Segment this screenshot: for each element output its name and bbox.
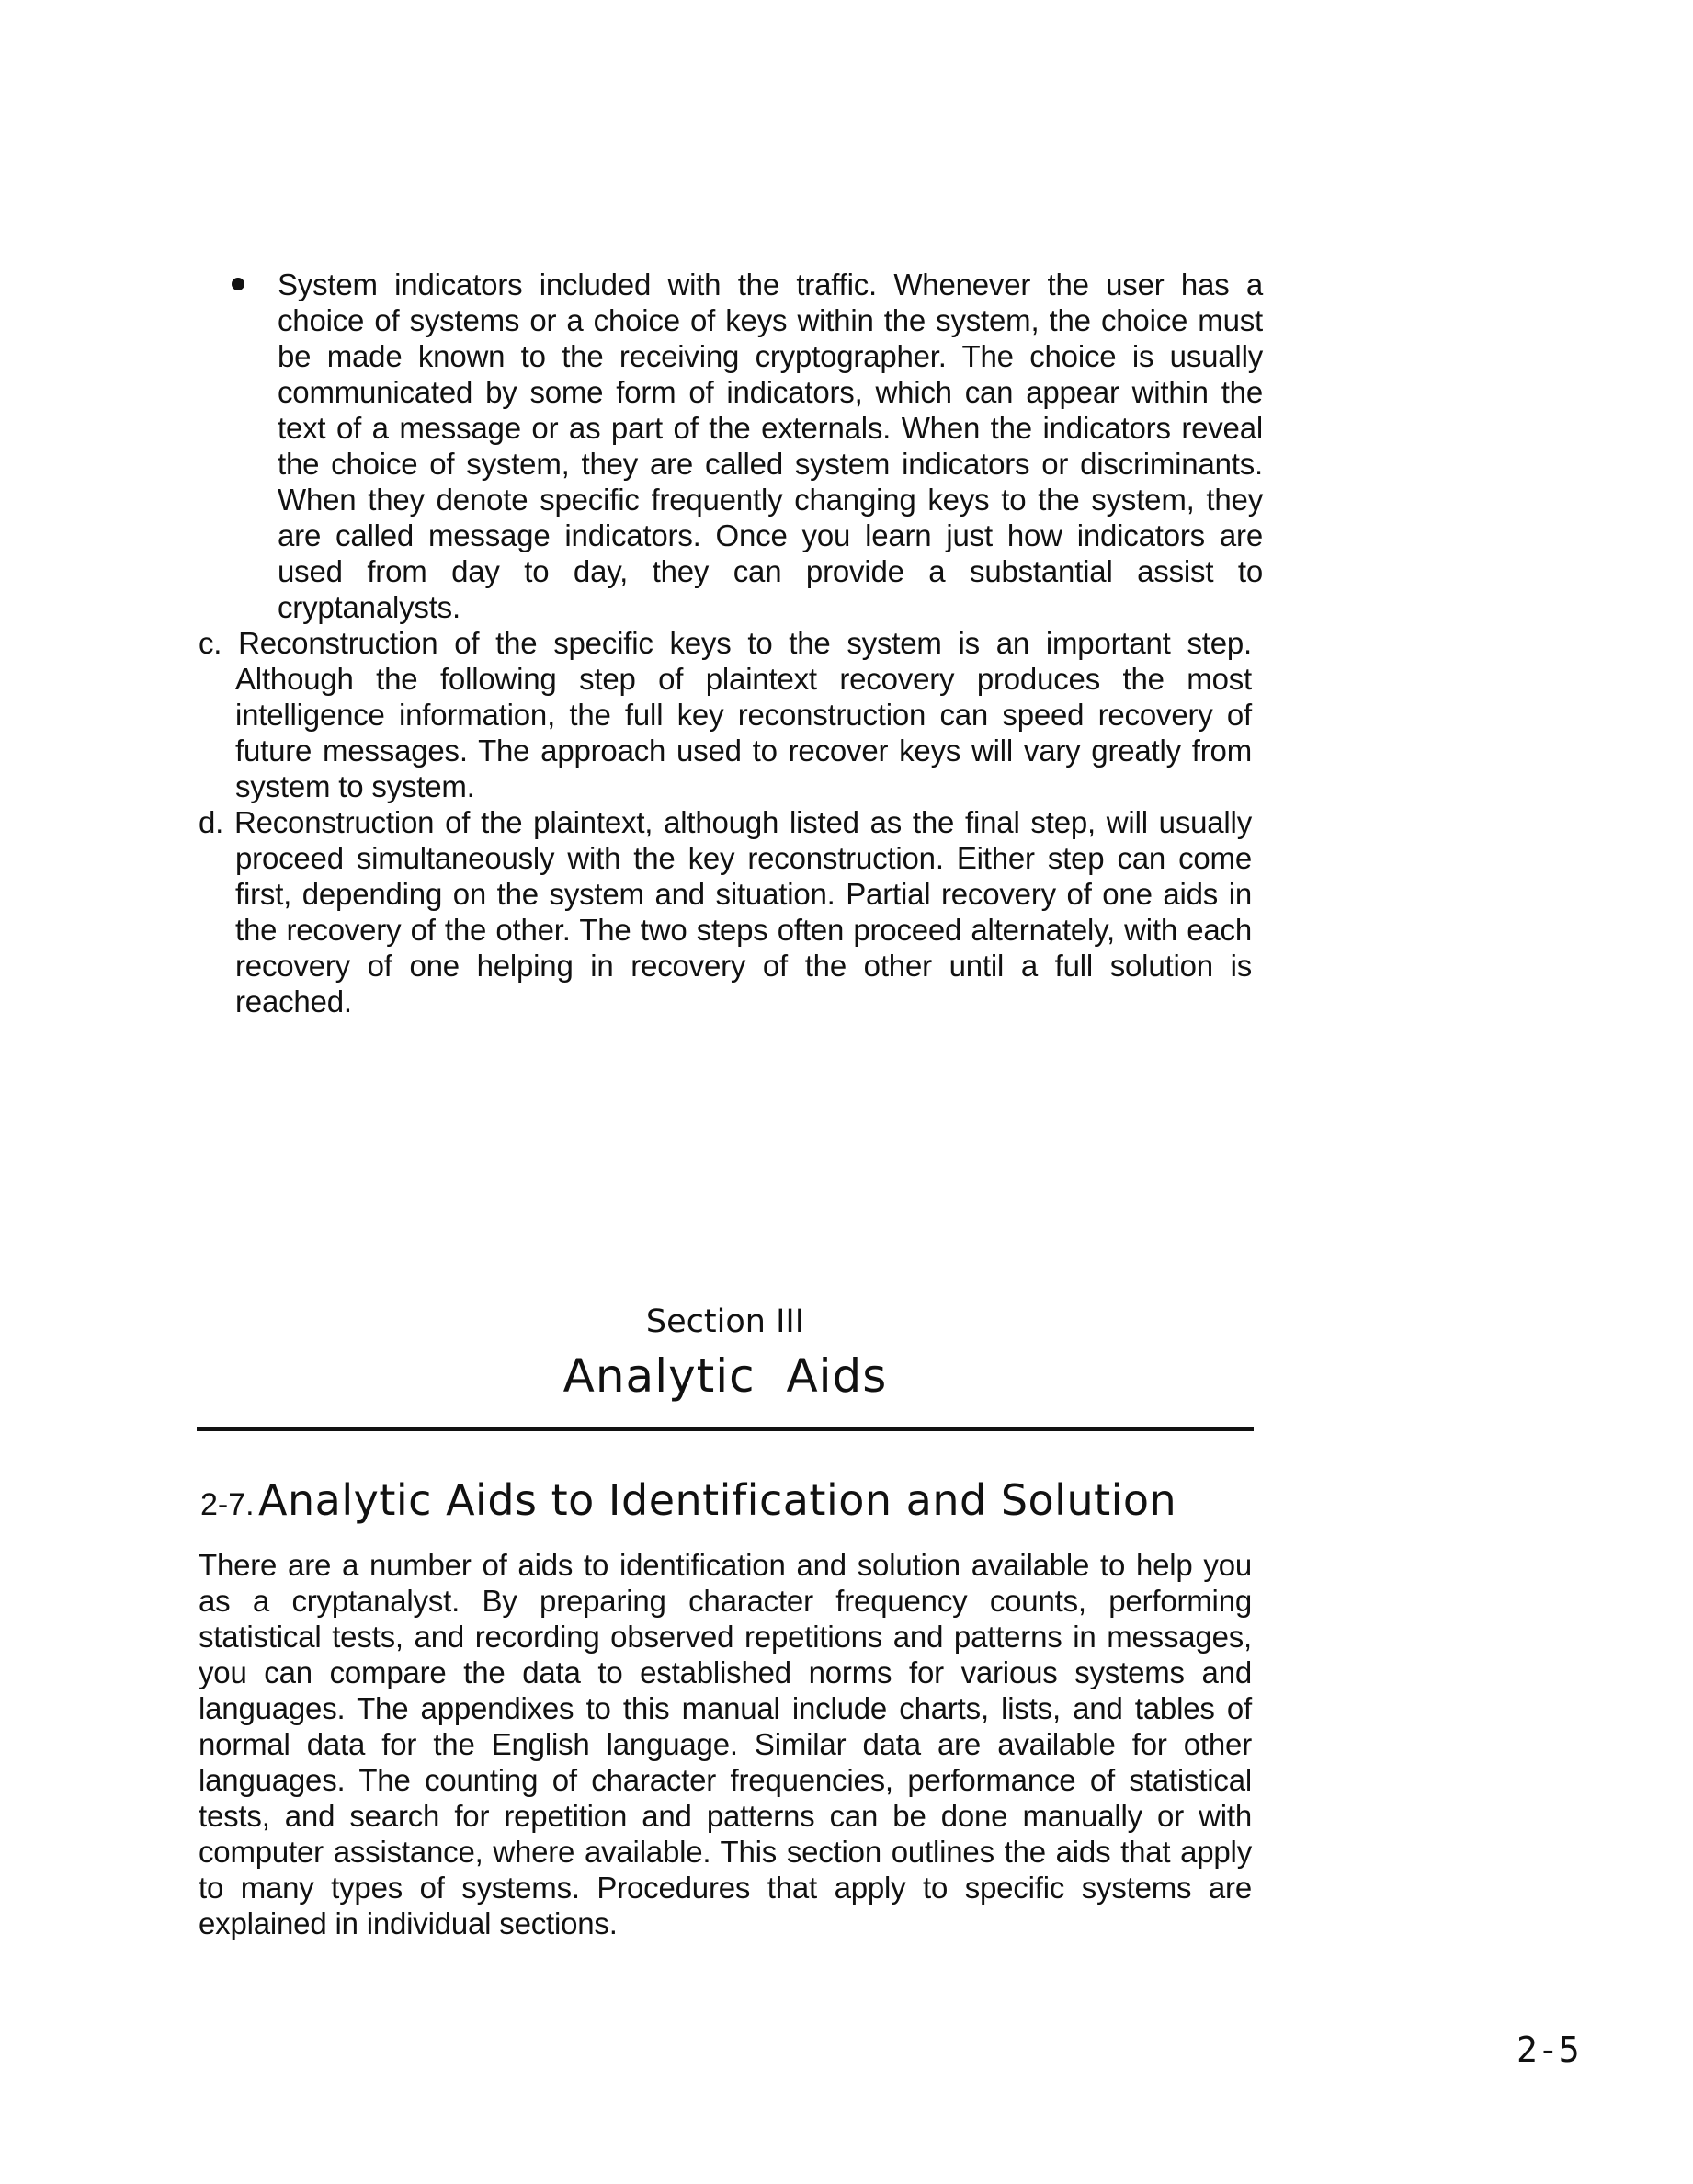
section-divider bbox=[197, 1427, 1254, 1431]
paragraph-c: c. Reconstruction of the specific keys to the system is an important step. Although the following step of plaintext recovery produces the most intelligence information, the full key reconstruction can speed recovery of future messages. The approach used to recover keys will vary greatly from system to system. bbox=[199, 626, 1252, 803]
paragraph-d: d. Reconstruction of the plaintext, although listed as the final step, will usually proceed simultaneously with the key reconstruction. Either step can come first, depending on the system and situation. Partial recovery of one aids in the recovery of the other. The two steps often proceed alternately, with each recovery of one helping in recovery of the other until a full solution is reached. bbox=[199, 805, 1252, 1018]
body-paragraph: There are a number of aids to identification and solution available to help you as a cryptanalyst. By preparing character frequency counts, performing statistical tests, and recording observed repetitions and patterns in messages, you can compare the data to established norms for various systems and languages. The appendixes to this manual include charts, lists, and tables of normal data for the English language. Similar data are available for other languages. The counting of character frequencies, performance of statistical tests, and search for repetition and patterns can be done manually or with computer assistance, where available. This section outlines the aids that apply to many types of systems. Procedures that apply to specific systems are explained in individual sections. bbox=[199, 1548, 1252, 1940]
heading-number: 2-7. bbox=[200, 1487, 255, 1522]
section-title: Analytic Aids bbox=[562, 1349, 888, 1403]
heading-title: Analytic Aids to Identification and Solution bbox=[258, 1475, 1177, 1525]
bullet-dot-icon bbox=[232, 278, 244, 290]
subsection-heading bbox=[200, 1475, 1257, 1525]
bullet-text: System indicators included with the traffic. Whenever the user has a choice of systems or a choice of keys within the system, the choice must be made known to the receiving cryptographer. The choice is usually communicated by some form of indicators, which can appear within the text of a message or as part of the externals. When the indicators reveal the choice of system, they are called system indicators or discriminants. When they denote specific frequently changing keys to the system, they are called message indicators. Once you learn just how indicators are used from day to day, they can provide a substantial assist to cryptanalysts. bbox=[278, 267, 1263, 624]
page-number: 2-5 bbox=[1517, 2030, 1580, 2070]
section-label: Section III bbox=[645, 1303, 805, 1340]
